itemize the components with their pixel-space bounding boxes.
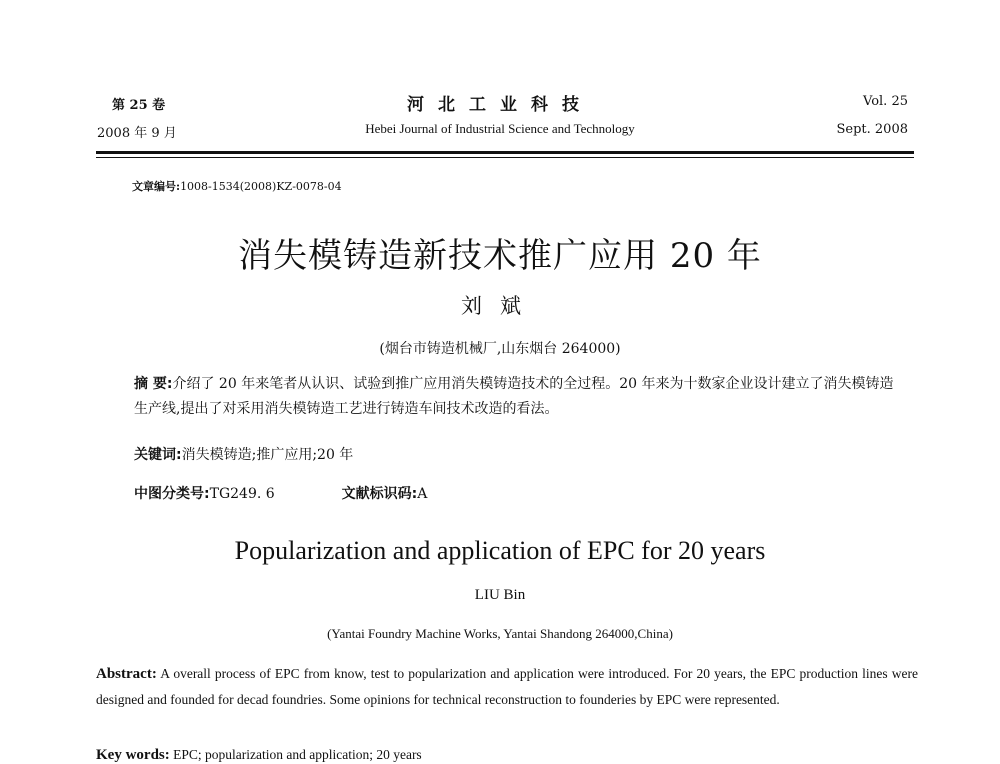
abstract-en-text: A overall process of EPC from know, test to popularization and application were introduced. For 20 years, the EPC production lines were designed and founded for decad foundries. Some opinions for technical reconstruction to founderies by EPC were represented. <box>96 666 918 707</box>
keywords-cn <box>134 444 353 464</box>
author-cn: 刘斌 <box>461 294 539 318</box>
title-cn: 消失模铸造新技术推广应用 20 年 <box>238 236 762 276</box>
header-rule-thin <box>96 157 914 158</box>
affiliation-cn: (烟台市铸造机械厂,山东烟台 264000) <box>379 341 621 357</box>
volume-cn: 第 25 卷 <box>112 98 166 113</box>
article-number <box>132 178 342 194</box>
title-en: Popularization and application of EPC for 20 years <box>234 536 766 565</box>
article-number-value: 1008-1534(2008)KZ-0078-04 <box>180 180 342 193</box>
keywords-cn-label: 关键词: <box>134 447 182 463</box>
doc-code-value: A <box>417 486 428 502</box>
abstract-cn-text: 介绍了 20 年来笔者从认识、试验到推广应用消失模铸造技术的全过程。20 年来为十数家企业设计建立了消失模铸造生产线,提出了对采用消失模铸造工艺进行铸造车间技术改造的看法。 <box>134 376 894 417</box>
keywords-en <box>96 747 422 764</box>
abstract-cn-label: 摘 要: <box>134 376 173 392</box>
abstract-cn <box>134 372 894 422</box>
abstract-en <box>96 661 918 712</box>
date-cn: 2008 年 9 月 <box>97 126 177 141</box>
keywords-cn-text: 消失模铸造;推广应用;20 年 <box>181 447 354 463</box>
keywords-en-label: Key words: <box>96 747 170 763</box>
doc-code-label: 文献标识码: <box>341 486 418 502</box>
keywords-en-text: EPC; popularization and application; 20 years <box>169 747 422 762</box>
classification-label: 中图分类号: <box>134 486 210 502</box>
journal-title-en: Hebei Journal of Industrial Science and Technology <box>365 121 635 136</box>
volume-en: Vol. 25 <box>863 94 908 109</box>
date-en: Sept. 2008 <box>836 122 908 137</box>
journal-title-cn: 河北工业科技 <box>407 95 593 115</box>
classification-line <box>134 483 427 503</box>
article-number-label: 文章编号: <box>132 180 181 193</box>
header-rule-thick <box>96 151 914 154</box>
affiliation-en: (Yantai Foundry Machine Works, Yantai Shandong 264000,China) <box>327 626 673 641</box>
author-en: LIU Bin <box>474 587 526 603</box>
abstract-en-label: Abstract: <box>96 666 157 682</box>
classification-value: TG249. 6 <box>209 486 275 502</box>
